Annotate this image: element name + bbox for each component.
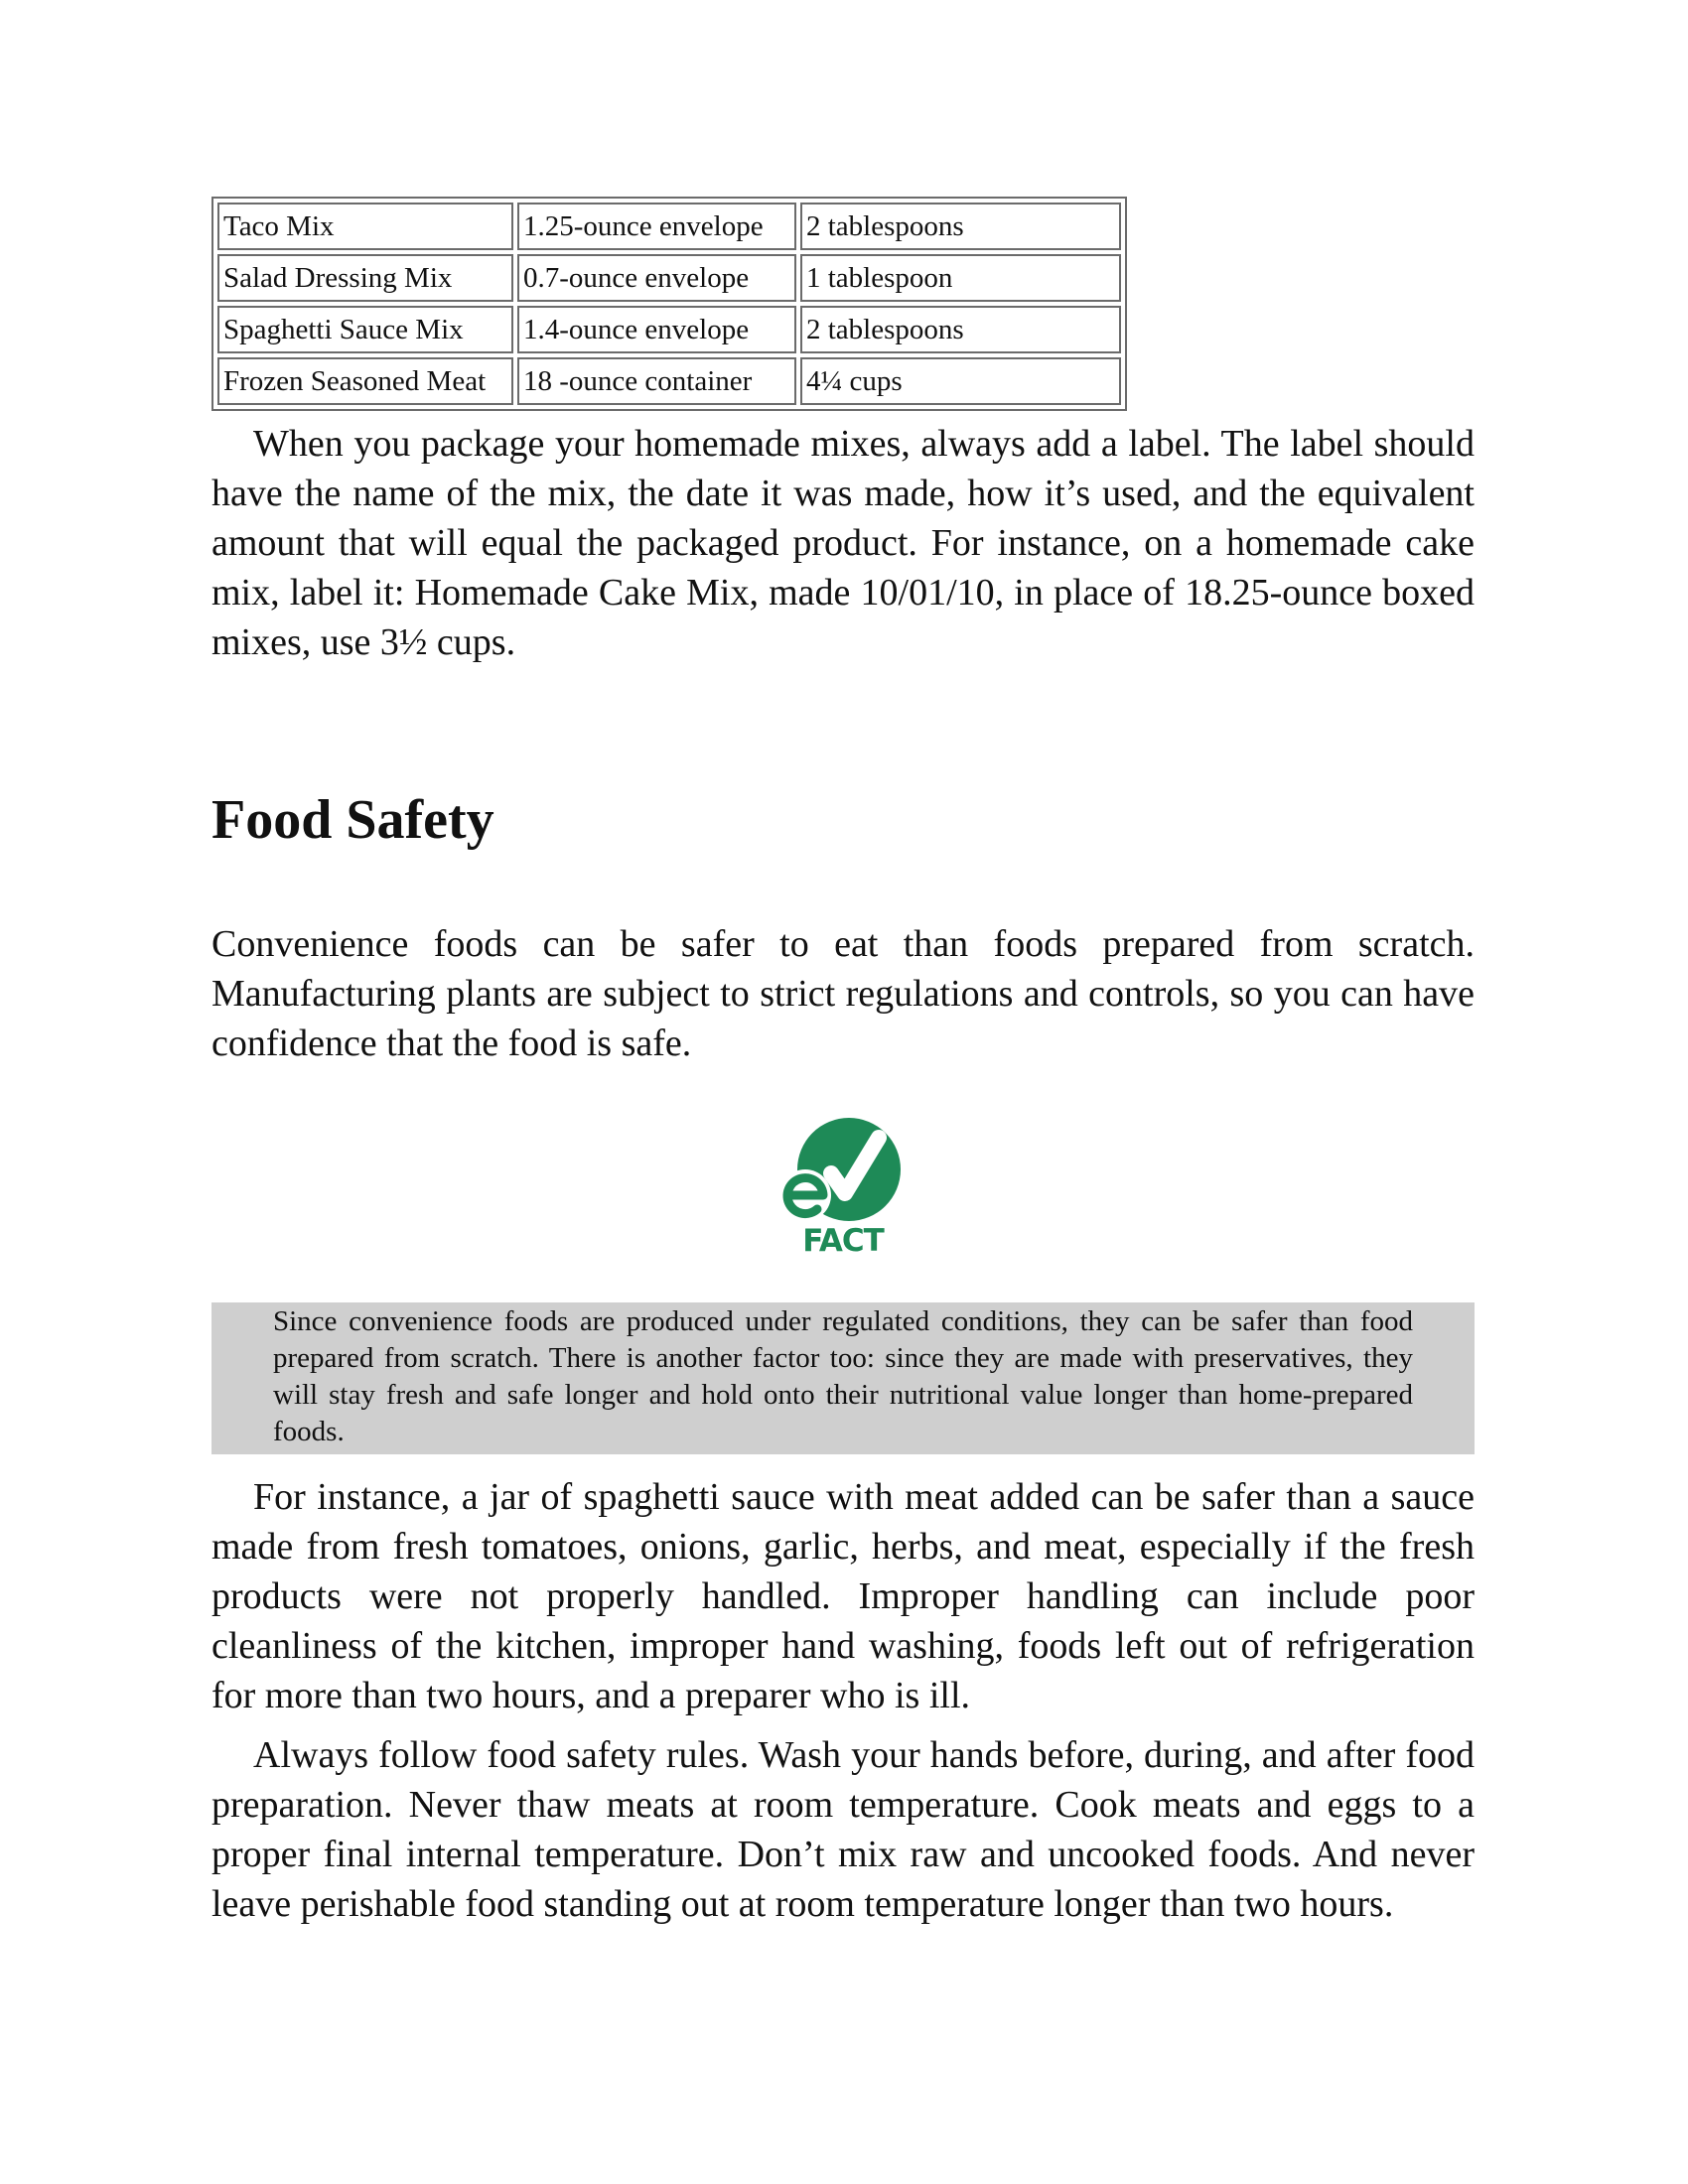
table-row bbox=[217, 306, 1121, 353]
table-row bbox=[217, 203, 1121, 250]
table-cell-package-size: 1.25-ounce envelope bbox=[517, 203, 796, 250]
fact-callout-box bbox=[211, 1302, 1475, 1454]
fact-callout-text: Since convenience foods are produced under regulated conditions, they can be safer than food prepared from scratch. There is another factor too: since they are made with preservatives, they will stay fresh and safe longer and hold onto their nutritional value longer than home-prepared foods. bbox=[273, 1305, 1413, 1447]
table-cell-package-size: 0.7-ounce envelope bbox=[517, 254, 796, 302]
page-content bbox=[211, 197, 1475, 1929]
table-row bbox=[217, 254, 1121, 302]
table-cell-mix-name: Taco Mix bbox=[217, 203, 513, 250]
table-cell-equivalent: 1 tablespoon bbox=[800, 254, 1121, 302]
table-cell-package-size: 18 -ounce container bbox=[517, 357, 796, 405]
table-cell-mix-name: Frozen Seasoned Meat bbox=[217, 357, 513, 405]
table-cell-equivalent: 2 tablespoons bbox=[800, 306, 1121, 353]
table-cell-mix-name: Salad Dressing Mix bbox=[217, 254, 513, 302]
safety-rules-paragraph: Always follow food safety rules. Wash your hands before, during, and after food preparation. Never thaw meats at room temperature. Cook meats and eggs to a proper final internal temperature. Don’t mix raw and uncooked foods. And never leave perishable food standing out at room temperature longer than two hours. bbox=[211, 1734, 1475, 1925]
table-row bbox=[217, 357, 1121, 405]
table-cell-equivalent: 4¼ cups bbox=[800, 357, 1121, 405]
fact-badge bbox=[774, 1116, 913, 1259]
fact-label: FACT bbox=[802, 1223, 884, 1259]
table-cell-equivalent: 2 tablespoons bbox=[800, 203, 1121, 250]
spaghetti-example-paragraph: For instance, a jar of spaghetti sauce with meat added can be safer than a sauce made from fresh tomatoes, onions, garlic, herbs, and meat, especially if the fresh products were not properly handled. Improper handling can include poor cleanliness of the kitchen, improper hand washing, foods left out of refrigeration for more than two hours, and a preparer who is ill. bbox=[211, 1476, 1475, 1716]
table-cell-mix-name: Spaghetti Sauce Mix bbox=[217, 306, 513, 353]
mix-equivalents-table bbox=[211, 197, 1127, 411]
ev-checkmark-icon bbox=[774, 1116, 913, 1227]
safety-intro-paragraph: Convenience foods can be safer to eat than foods prepared from scratch. Manufacturing plants are subject to strict regulations and controls, so you can have confidence that the food is safe. bbox=[211, 923, 1475, 1064]
label-tip-paragraph: When you package your homemade mixes, always add a label. The label should have the name of the mix, the date it was made, how it’s used, and the equivalent amount that will equal the packaged product. For instance, on a homemade cake mix, label it: Homemade Cake Mix, made 10/01/10, in place of 18.25-ounce boxed mixes, use 3½ cups. bbox=[211, 423, 1475, 663]
table-cell-package-size: 1.4-ounce envelope bbox=[517, 306, 796, 353]
fact-icon-container bbox=[211, 1116, 1475, 1259]
section-title: Food Safety bbox=[211, 789, 494, 851]
